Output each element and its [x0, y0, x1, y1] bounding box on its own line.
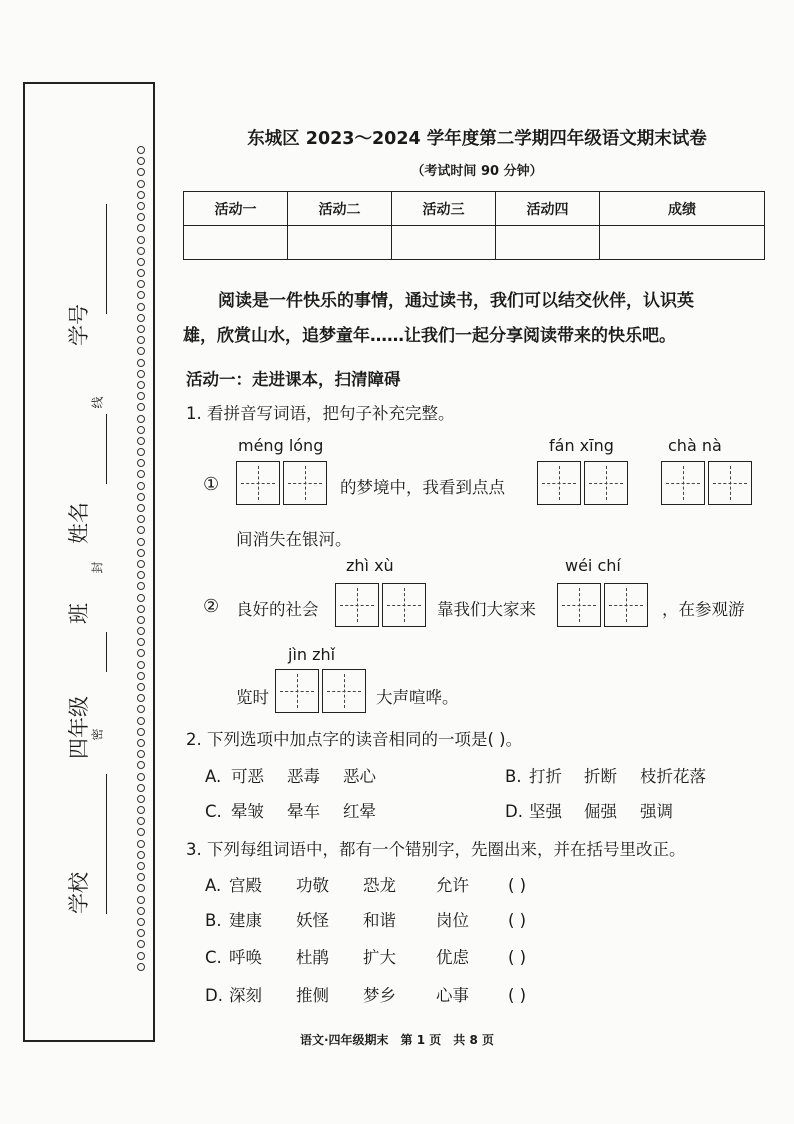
perforation-dot — [137, 750, 145, 758]
score-cell[interactable] — [496, 226, 600, 260]
perforation-dot — [137, 817, 145, 825]
score-table-blank-row — [184, 226, 765, 260]
perforation-dot — [137, 482, 145, 490]
score-cell[interactable] — [184, 226, 288, 260]
school-line — [106, 844, 107, 914]
row-label: D. — [205, 986, 223, 1005]
perforation-dot — [137, 526, 145, 534]
score-cell[interactable] — [288, 226, 392, 260]
perforation-dot — [137, 705, 145, 713]
grid-cell[interactable] — [537, 461, 581, 505]
perforation-dot — [137, 180, 145, 188]
score-table-header — [184, 192, 765, 226]
perforation-dot — [137, 884, 145, 892]
row-word[interactable]: 优虑 — [436, 948, 469, 967]
perforation-dot — [137, 347, 145, 355]
row-word[interactable]: 和谐 — [363, 911, 396, 930]
perforation-dot — [137, 773, 145, 781]
grid-cell[interactable] — [661, 461, 705, 505]
pinyin-weichi: wéi chí — [565, 556, 621, 575]
perforation-dot — [137, 873, 145, 881]
perforation-dot — [137, 549, 145, 557]
seal-mark-line: 线 — [90, 396, 105, 409]
option-word: 枝折花落 — [640, 767, 706, 786]
school-label: 学校 — [67, 872, 91, 914]
item-1-text-b: 间消失在银河。 — [236, 530, 352, 549]
pinyin-jinzhi: jìn zhǐ — [288, 645, 336, 664]
option-label: A. — [205, 767, 222, 786]
row-word[interactable]: 建康 — [229, 911, 262, 930]
perforation-dot — [137, 191, 145, 199]
pinyin-fanxing: fán xīng — [549, 436, 614, 455]
perforation-dot — [137, 459, 145, 467]
perforation-dot — [137, 694, 145, 702]
perforation-dot — [137, 370, 145, 378]
q2-option-d[interactable] — [505, 798, 673, 822]
perforation-dot — [137, 437, 145, 445]
option-word: 恶心 — [343, 767, 376, 786]
perforation-dot — [137, 213, 145, 221]
score-col-activity2: 活动二 — [288, 192, 392, 226]
row-label: A. — [205, 876, 222, 895]
grid-cell[interactable] — [275, 669, 319, 713]
row-word[interactable]: 扩大 — [363, 948, 396, 967]
class-label: 班 — [67, 603, 91, 624]
perforation-dot — [137, 202, 145, 210]
question-1-stem: 1. 看拼音写词语，把句子补充完整。 — [186, 404, 455, 423]
perforation-dot — [137, 224, 145, 232]
perforation-dot — [137, 403, 145, 411]
perforation-dot — [137, 359, 145, 367]
perforation-dot — [137, 582, 145, 590]
perforation-dot — [137, 303, 145, 311]
grid-cell[interactable] — [604, 583, 648, 627]
grid-cell[interactable] — [382, 583, 426, 627]
intro-line-2: 雄，欣赏山水，追梦童年……让我们一起分享阅读带来的快乐吧。 — [183, 326, 676, 346]
grid-cell[interactable] — [557, 583, 601, 627]
row-word[interactable]: 心事 — [436, 986, 469, 1005]
grid-cell[interactable] — [322, 669, 366, 713]
row-label: C. — [205, 948, 222, 967]
perforation-dot — [137, 795, 145, 803]
score-cell[interactable] — [600, 226, 765, 260]
perforation-dot — [137, 683, 145, 691]
perforation-dot — [137, 314, 145, 322]
perforation-dot — [137, 168, 145, 176]
perforation-dot — [137, 728, 145, 736]
perforation-dot — [137, 470, 145, 478]
perforation-dot — [137, 258, 145, 266]
exam-title: 东城区 2023～2024 学年度第二学期四年级语文期末试卷 — [247, 129, 707, 149]
perforation-dot — [137, 280, 145, 288]
score-col-total: 成绩 — [600, 192, 765, 226]
grid-cell[interactable] — [708, 461, 752, 505]
perforation-dot — [137, 560, 145, 568]
perforation-dot — [137, 392, 145, 400]
perforation-dot — [137, 851, 145, 859]
perforation-dot — [137, 493, 145, 501]
binding-margin — [23, 82, 155, 1042]
option-word: 晕皱 — [231, 802, 264, 821]
perforation-dot — [137, 840, 145, 848]
q2-option-c[interactable] — [205, 798, 376, 822]
row-word[interactable]: 妖怪 — [296, 911, 329, 930]
perforation-dot — [137, 538, 145, 546]
grade-label: 四年级 — [67, 696, 91, 759]
perforation-dot — [137, 672, 145, 680]
perforation-dot — [137, 929, 145, 937]
item-2-text-c: ，在参观游 — [662, 600, 745, 619]
answer-grid-jinzhi[interactable] — [275, 669, 366, 713]
q3-row-a — [205, 872, 526, 896]
seal-mark-seal: 封 — [90, 561, 105, 574]
grid-cell[interactable] — [584, 461, 628, 505]
option-label: B. — [505, 767, 522, 786]
perforation-dot — [137, 896, 145, 904]
exam-duration: （考试时间 90 分钟） — [411, 164, 543, 179]
perforation-dot — [137, 146, 145, 154]
perforation-dot — [137, 717, 145, 725]
correction-blank[interactable]: ( ) — [508, 948, 527, 967]
name-line — [106, 414, 107, 484]
correction-blank[interactable]: ( ) — [508, 986, 527, 1005]
option-word: 晕车 — [287, 802, 320, 821]
perforation-dot — [137, 963, 145, 971]
perforation-dot — [137, 269, 145, 277]
perforation-dot — [137, 661, 145, 669]
item-2-text-d: 览时 — [236, 688, 269, 707]
option-word: 倔强 — [584, 802, 617, 821]
perforation-dot — [137, 571, 145, 579]
question-3-stem: 3. 下列每组词语中，都有一个错别字，先圈出来，并在括号里改正。 — [186, 840, 686, 859]
pinyin-zhixu: zhì xù — [346, 556, 394, 575]
page-footer: 语文·四年级期末 第 1 页 共 8 页 — [300, 1033, 494, 1047]
correction-blank[interactable]: ( ) — [508, 876, 527, 895]
id-label: 学号 — [67, 304, 91, 346]
row-word[interactable]: 宫殿 — [229, 876, 262, 895]
class-line — [106, 632, 107, 672]
perforation-dot — [137, 448, 145, 456]
option-word: 坚强 — [529, 802, 562, 821]
score-col-activity3: 活动三 — [392, 192, 496, 226]
perforation-dot — [137, 426, 145, 434]
option-word: 打折 — [529, 767, 562, 786]
perforation-dot — [137, 415, 145, 423]
score-table — [183, 191, 765, 260]
option-word: 折断 — [584, 767, 617, 786]
score-col-activity1: 活动一 — [184, 192, 288, 226]
item-2-text-a: 良好的社会 — [236, 600, 319, 619]
q2-option-a[interactable] — [205, 763, 376, 787]
answer-grid-zhixu[interactable] — [335, 583, 426, 627]
item-2-marker: ② — [203, 596, 220, 617]
item-1-text-a: 的梦境中，我看到点点 — [340, 478, 505, 497]
row-label: B. — [205, 911, 222, 930]
perforation-dot — [137, 325, 145, 333]
item-2-text-b: 靠我们大家来 — [437, 600, 536, 619]
perforation-dot — [137, 504, 145, 512]
perforation-dot — [137, 739, 145, 747]
perforation-dot — [137, 336, 145, 344]
row-word[interactable]: 呼唤 — [229, 948, 262, 967]
item-1-marker: ① — [203, 474, 220, 495]
option-word: 可恶 — [231, 767, 264, 786]
perforation-dot — [137, 247, 145, 255]
id-line — [106, 204, 107, 314]
score-col-activity4: 活动四 — [496, 192, 600, 226]
perforation-dot — [137, 605, 145, 613]
perforation-dot — [137, 918, 145, 926]
perforation-dot — [137, 806, 145, 814]
row-word[interactable]: 梦乡 — [363, 986, 396, 1005]
perforation-dot — [137, 291, 145, 299]
row-word[interactable]: 允许 — [436, 876, 469, 895]
perforation-dot — [137, 784, 145, 792]
name-label: 姓名 — [67, 502, 91, 544]
perforation-dots — [137, 146, 149, 974]
answer-grid-menglong[interactable] — [236, 461, 327, 505]
perforation-dot — [137, 952, 145, 960]
correction-blank[interactable]: ( ) — [508, 911, 527, 930]
option-word: 恶毒 — [287, 767, 320, 786]
perforation-dot — [137, 828, 145, 836]
grid-cell[interactable] — [236, 461, 280, 505]
option-word: 红晕 — [343, 802, 376, 821]
perforation-dot — [137, 236, 145, 244]
row-word[interactable]: 功敬 — [296, 876, 329, 895]
intro-line-1: 阅读是一件快乐的事情，通过读书，我们可以结交伙伴，认识英 — [218, 291, 694, 311]
seal-mark-secret: 密 — [90, 728, 105, 741]
row-word[interactable]: 推侧 — [296, 986, 329, 1005]
q3-row-d — [205, 982, 526, 1006]
score-cell[interactable] — [392, 226, 496, 260]
perforation-dot — [137, 907, 145, 915]
pinyin-chana: chà nà — [668, 436, 722, 455]
answer-grid-chana[interactable] — [661, 461, 752, 505]
row-word[interactable]: 恐龙 — [363, 876, 396, 895]
answer-grid-fanxing[interactable] — [537, 461, 628, 505]
grid-cell[interactable] — [283, 461, 327, 505]
option-word: 强调 — [640, 802, 673, 821]
perforation-dot — [137, 649, 145, 657]
option-label: C. — [205, 802, 222, 821]
perforation-dot — [137, 616, 145, 624]
row-word[interactable]: 深刻 — [229, 986, 262, 1005]
item-2-text-e: 大声喧哗。 — [376, 688, 459, 707]
perforation-dot — [137, 627, 145, 635]
question-2-stem: 2. 下列选项中加点字的读音相同的一项是( )。 — [186, 730, 523, 749]
q3-row-b — [205, 907, 526, 931]
q3-row-c — [205, 944, 526, 968]
row-word[interactable]: 岗位 — [436, 911, 469, 930]
answer-grid-weichi[interactable] — [557, 583, 648, 627]
perforation-dot — [137, 157, 145, 165]
perforation-dot — [137, 381, 145, 389]
perforation-dot — [137, 515, 145, 523]
perforation-dot — [137, 940, 145, 948]
perforation-dot — [137, 594, 145, 602]
grid-cell[interactable] — [335, 583, 379, 627]
q2-option-b[interactable] — [505, 763, 706, 787]
section-title: 活动一：走进课本，扫清障碍 — [186, 370, 401, 389]
row-word[interactable]: 杜鹃 — [296, 948, 329, 967]
perforation-dot — [137, 638, 145, 646]
perforation-dot — [137, 761, 145, 769]
perforation-dot — [137, 862, 145, 870]
option-label: D. — [505, 802, 523, 821]
pinyin-menglong: méng lóng — [238, 436, 324, 455]
